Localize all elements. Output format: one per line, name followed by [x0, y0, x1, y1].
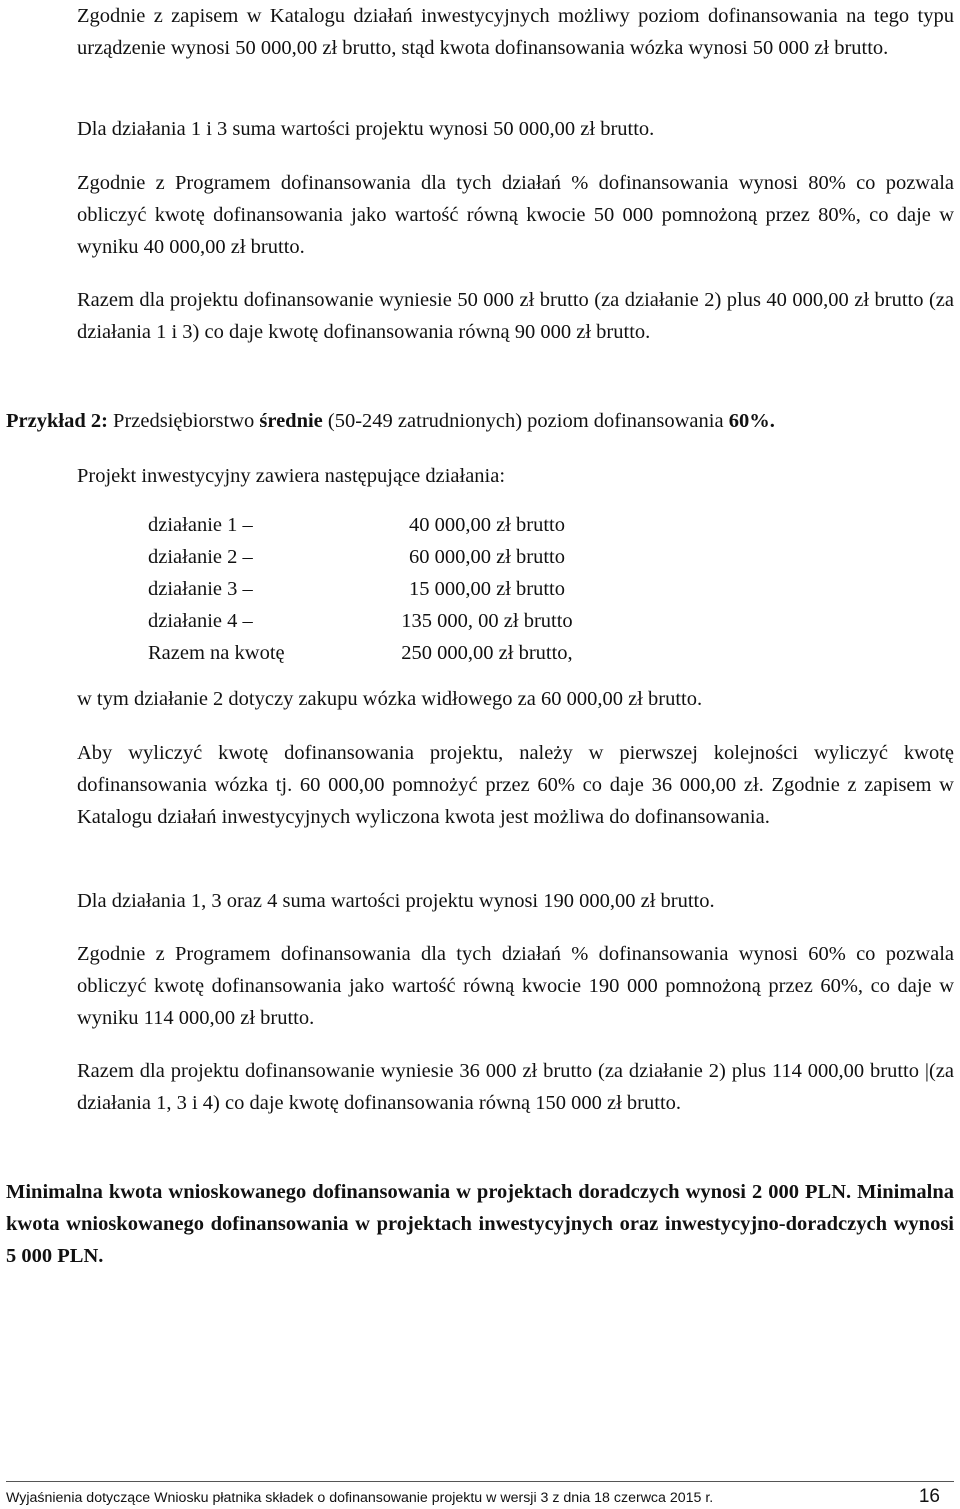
paragraph-sum-actions-1-3: Dla działania 1 i 3 suma wartości projektu wynosi 50 000,00 zł brutto. [77, 118, 655, 140]
activity-row-total [148, 637, 708, 669]
activity-amount: 15 000,00 zł brutto [408, 578, 565, 600]
paragraph-program-60: Zgodnie z Programem dofinansowania dla tych działań % dofinansowania wynosi 60% co pozwala obliczyć kwotę dofinansowania jako wartość równą kwocie 190 000 pomnożoną przez 60%, co daje w wyniku 114 000,00 zł brutto. [77, 943, 954, 1029]
paragraph-forklift-note: w tym działanie 2 dotyczy zakupu wózka widłowego za 60 000,00 zł brutto. [77, 688, 703, 710]
activity-row [148, 573, 708, 605]
activity-total-amount: 250 000,00 zł brutto, [401, 642, 573, 664]
activity-row [148, 541, 708, 573]
example-2-text-a: Przedsiębiorstwo [107, 410, 260, 432]
paragraph-sum-actions-1-3-4: Dla działania 1, 3 oraz 4 suma wartości projektu wynosi 190 000,00 zł brutto. [77, 890, 715, 912]
activity-label: działanie 4 – [148, 610, 253, 632]
paragraph-program-80: Zgodnie z Programem dofinansowania dla tych działań % dofinansowania wynosi 80% co pozwala obliczyć kwotę dofinansowania jako wartość równą kwocie 50 000 pomnożoną przez 80%, co daje w wyniku 40 000,00 zł brutto. [77, 172, 954, 258]
activity-amount: 40 000,00 zł brutto [408, 514, 565, 536]
paragraph-calculation-steps: Aby wyliczyć kwotę dofinansowania projektu, należy w pierwszej kolejności wyliczyć kwotę dofinansowania wózka tj. 60 000,00 pomnożyć przez 60% co daje 36 000,00 zł. Zgodnie z zapisem w Katalogu działań inwestycyjnych wyliczona kwota jest możliwa do dofinansowania. [77, 742, 954, 828]
activity-row [148, 605, 708, 637]
example-2-label: Przykład 2: [6, 410, 108, 432]
page-footer [6, 1481, 954, 1507]
paragraph-total-example-2: Razem dla projektu dofinansowanie wyniesie 36 000 zł brutto (za działanie 2) plus 114 000,00 brutto |(za działania 1, 3 i 4) co daje kwotę dofinansowania równą 150 000 zł brutto. [77, 1060, 954, 1114]
activity-row [148, 509, 708, 541]
footer-text: Wyjaśnienia dotyczące Wniosku płatnika składek o dofinansowanie projektu w wersji 3 z dnia 18 czerwca 2015 r. [6, 1490, 714, 1506]
paragraph-catalog-limit: Zgodnie z zapisem w Katalogu działań inwestycyjnych możliwy poziom dofinansowania na tego typu urządzenie wynosi 50 000,00 zł brutto, stąd kwota dofinansowania wózka wynosi 50 000 zł brutto. [77, 5, 954, 59]
paragraph-project-intro: Projekt inwestycyjny zawiera następujące działania: [77, 465, 506, 487]
page-number: 16 [918, 1486, 940, 1507]
activity-label: działanie 2 – [148, 546, 253, 568]
activities-list [148, 509, 708, 669]
example-2-text-b: (50-249 zatrudnionych) poziom dofinansowania [322, 410, 729, 432]
activity-label: działanie 1 – [148, 514, 253, 536]
example-2-level: 60%. [728, 410, 775, 432]
activity-total-label: Razem na kwotę [148, 642, 285, 664]
paragraph-total-example-1: Razem dla projektu dofinansowanie wyniesie 50 000 zł brutto (za działanie 2) plus 40 000,00 zł brutto (za działania 1 i 3) co daje kwotę dofinansowania równą 90 000 zł brutto. [77, 289, 954, 343]
example-2-size: średnie [259, 410, 323, 432]
activity-label: działanie 3 – [148, 578, 253, 600]
activity-amount: 60 000,00 zł brutto [408, 546, 565, 568]
paragraph-minimum-amounts: Minimalna kwota wnioskowanego dofinansowania w projektach doradczych wynosi 2 000 PLN. Minimalna kwota wnioskowanego dofinansowania w projektach inwestycyjnych oraz inwestycyjno-doradczych wynosi 5 000 PLN. [6, 1181, 954, 1267]
example-2-heading [6, 405, 954, 437]
activity-amount: 135 000, 00 zł brutto [401, 610, 573, 632]
